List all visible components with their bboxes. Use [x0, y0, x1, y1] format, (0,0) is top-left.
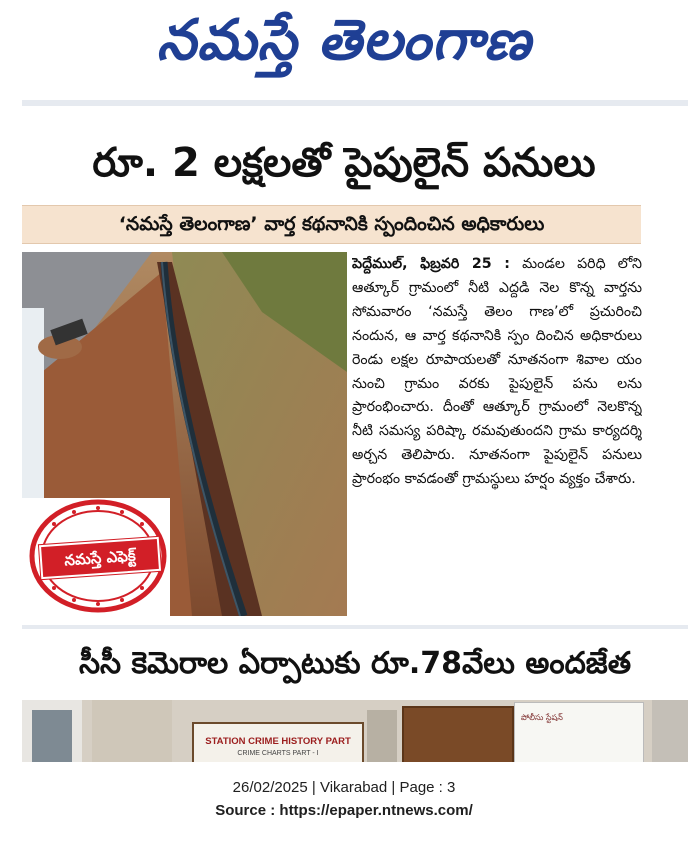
- white-board-label: పోలీసు స్టేషన్: [521, 713, 563, 722]
- masthead: [0, 0, 688, 92]
- police-station-photo: [22, 700, 688, 762]
- stamp-label: నమస్తే ఎఫెక్ట్: [39, 537, 161, 579]
- section-divider: [22, 625, 688, 629]
- crime-history-board: [192, 722, 364, 762]
- white-notice-board: [514, 702, 644, 762]
- wooden-notice-board: [402, 706, 514, 762]
- masthead-title: నమస్తే తెలంగాణ: [156, 8, 532, 73]
- footer-date-edition: 26/02/2025 | Vikarabad | Page : 3: [232, 779, 456, 796]
- article-dateline: పెద్దేముల్, ఫిబ్రవరి 25 :: [352, 256, 510, 272]
- footer-source: Source : https://epaper.ntnews.com/: [215, 802, 473, 819]
- article2-headline: సీసీ కెమెరాల ఏర్పాటుకు రూ.78వేలు అందజేత: [78, 646, 632, 681]
- article-body-text: మండల పరిధి లోని ఆత్కూర్ గ్రామంలో నీటి ఎద్దడి నెల కొన్న వార్తను సోమవారం ‘నమస్తే తెలం గాణ’లో ప్రచురించి నందున, ఆ వార్త కథనానికి స్పం దించిన అధికారులు రెండు లక్షల రూపాయలతో నూతనంగా శివాల యం నుంచి గ్రామం వరకు పైపులైన్ పను లను ప్రారంభించారు. దీంతో ఆత్కూర్ గ్రామంలో నెలకొన్న నీటి సమస్య పరిష్కా రమవుతుందని గ్రామ కార్యదర్శి అర్చన తెలిపారు. నూతనంగా పైపులైన్ పనులు ప్రారంభం కావడంతో గ్రామస్థులు హర్షం వ్యక్తం చేశారు.: [352, 256, 642, 488]
- crime-board-label: STATION CRIME HISTORY PART: [205, 736, 351, 747]
- crime-board-sublabel: CRIME CHARTS PART - I: [237, 750, 319, 757]
- page-footer: [0, 776, 688, 822]
- namaste-effect-stamp: [22, 498, 170, 616]
- article-subhead: ‘నమస్తే తెలంగాణ’ వార్త కథనానికి స్పందించిన అధికారులు: [22, 205, 641, 244]
- masthead-divider: [22, 100, 688, 106]
- article-headline: రూ. 2 లక్షలతో పైపులైన్ పనులు: [92, 140, 596, 186]
- article-body: [352, 253, 642, 613]
